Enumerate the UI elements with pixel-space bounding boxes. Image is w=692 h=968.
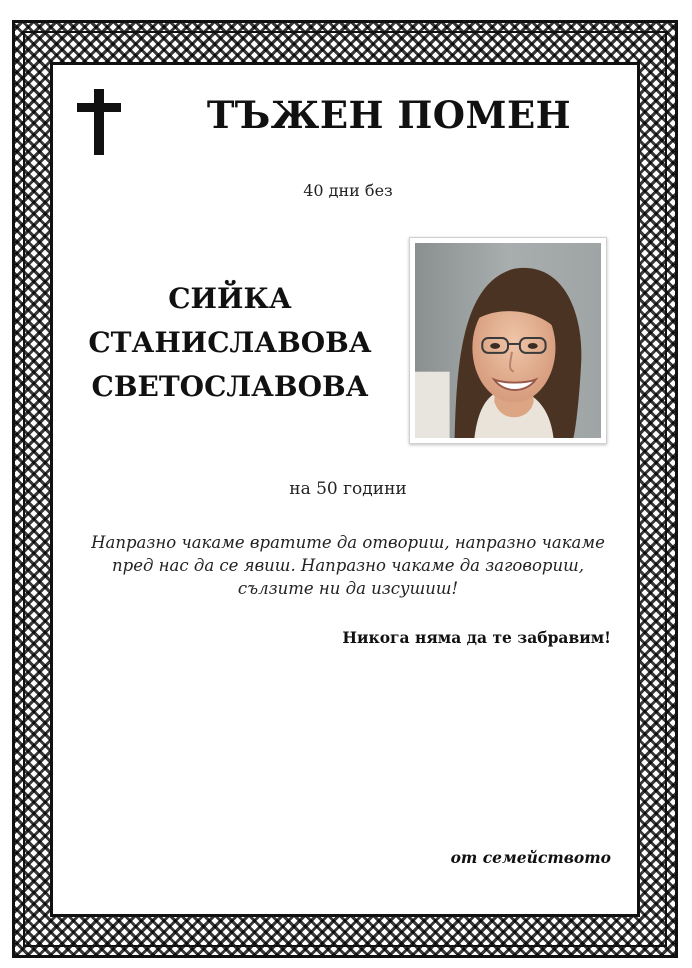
days-since-text: 40 дни без: [303, 181, 393, 200]
age-text: на 50 години: [289, 479, 407, 499]
first-name: СИЙКА: [168, 282, 292, 315]
middle-name: СТАНИСЛАВОВА: [88, 326, 372, 359]
portrait-image: [415, 243, 601, 438]
cross-icon: [75, 87, 125, 157]
memorial-verse: Напразно чакаме вратите да отвориш, напразно чакаме пред нас да се явиш. Напразно чакаме да заговориш, сълзите ни да изсушиш!: [91, 533, 605, 598]
notice-title: ТЪЖЕН ПОМЕН: [206, 93, 572, 137]
portrait-photo: [409, 237, 607, 444]
remembrance-line: Никога няма да те забравим!: [342, 628, 611, 647]
last-name: СВЕТОСЛАВОВА: [91, 370, 369, 403]
family-signature: от семейството: [450, 848, 611, 867]
notice-card: [50, 62, 640, 917]
deceased-name: [65, 277, 395, 409]
